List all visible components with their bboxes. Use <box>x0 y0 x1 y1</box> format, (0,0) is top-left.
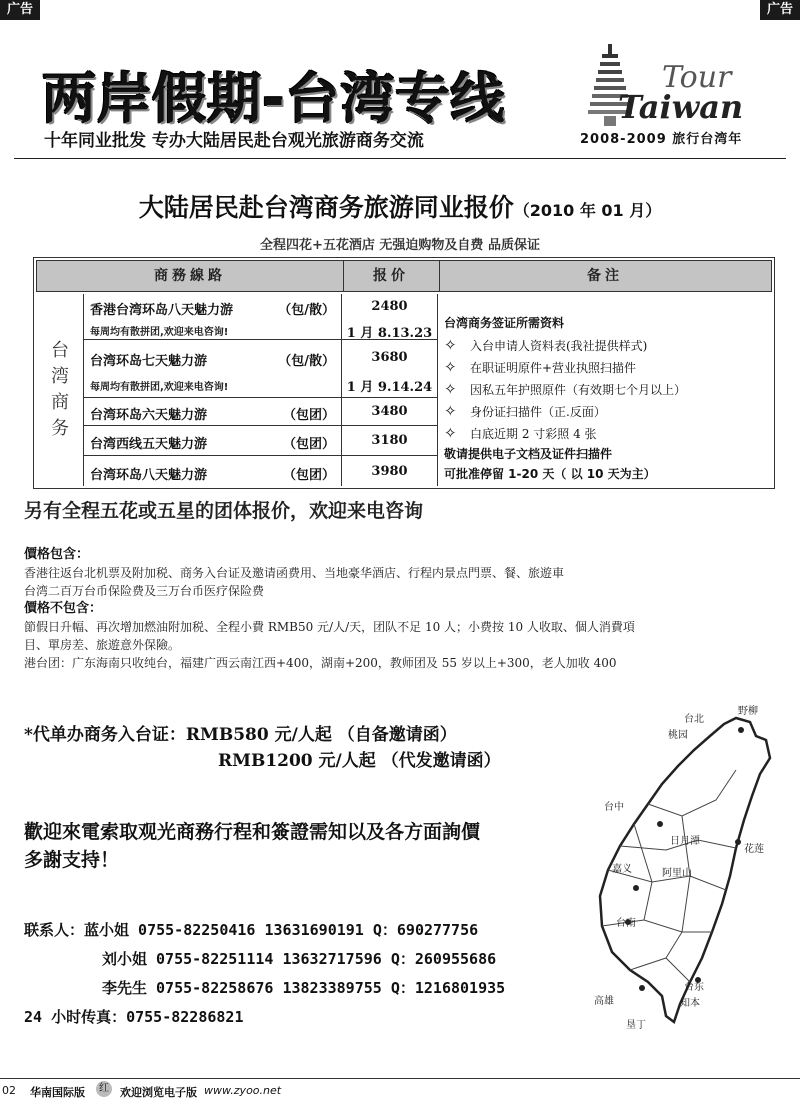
header-route: 商務線路 <box>37 261 344 291</box>
table-header <box>36 260 772 292</box>
contact-label: 联系人： <box>24 921 85 939</box>
contact-row <box>24 916 505 945</box>
star-bullet-icon: ✧ <box>444 358 457 376</box>
list-item <box>444 400 766 422</box>
route-name: 台湾环岛六天魅力游 <box>90 408 208 423</box>
map-label: 高雄 <box>594 996 614 1007</box>
contact-row <box>24 974 505 1003</box>
extra-offer: 另有全程五花或五星的团体报价，欢迎来电咨询 <box>24 500 424 522</box>
footer-welcome: 欢迎浏览电子版 <box>120 1086 197 1099</box>
banner-divider <box>14 158 786 159</box>
contact-person: 李先生 0755-82258676 13823389755 Q：1216801935 <box>102 979 506 997</box>
edition-name: 华南国际版 <box>30 1086 85 1099</box>
star-bullet-icon: ✧ <box>444 336 457 354</box>
table-row <box>84 294 342 340</box>
route-type: （包团） <box>282 437 335 452</box>
route-type: （包团） <box>282 468 335 483</box>
quote-date: （2010 年 01 月） <box>513 201 662 220</box>
map-label: 台东 <box>684 982 704 993</box>
table-row <box>84 456 342 486</box>
table-row <box>84 340 342 398</box>
banner <box>14 36 786 158</box>
tour-taiwan-logo <box>578 42 778 146</box>
departure-dates: 1 月 9.14.24 <box>346 380 433 395</box>
banner-title: 两岸假期-台湾专线 <box>42 67 506 130</box>
logo-taiwan-text: Taiwan <box>618 88 744 126</box>
star-bullet-icon: ✧ <box>444 424 457 442</box>
header-price: 报价 <box>343 261 440 291</box>
star-bullet-icon: ✧ <box>444 402 457 420</box>
price-cell <box>342 426 438 456</box>
note-text: 身份证扫描件（正.反面） <box>470 405 606 419</box>
price-value: 3480 <box>371 404 408 419</box>
notes-footer-2: 可批准停留 1-20 天（ 以 10 天为主） <box>444 467 656 481</box>
welcome-message <box>24 818 604 874</box>
table-row <box>84 398 342 426</box>
list-item <box>444 356 766 378</box>
page-footer <box>0 1078 800 1101</box>
ad-tag-right: 广告 <box>760 0 800 20</box>
map-label: 台南 <box>616 918 636 929</box>
contact-row <box>24 945 505 974</box>
route-type: （包/散） <box>278 303 335 318</box>
list-item <box>444 378 766 400</box>
price-cell <box>342 456 438 486</box>
agent-service-line1: *代单办商务入台证：RMB580 元/人起 （自备邀请函） <box>24 725 457 745</box>
map-label: 阿里山 <box>662 868 692 879</box>
page-number: 02 <box>2 1084 16 1097</box>
excludes-line: 港台团：广东海南只收纯台，福建广西云南江西+400，湖南+200，教师团及 55 岁以上+300，老人加收 400 <box>24 656 617 670</box>
price-cell <box>342 294 438 340</box>
side-label <box>37 294 84 486</box>
route-name: 台湾西线五天魅力游 <box>90 437 208 452</box>
quote-title-text: 大陆居民赴台湾商务旅游同业报价 <box>138 193 514 222</box>
contact-block <box>24 916 505 1032</box>
excludes-line: 目、單房差、旅遊意外保險。 <box>24 638 181 652</box>
list-item <box>444 334 766 356</box>
route-name: 香港台湾环岛八天魅力游 <box>90 303 234 318</box>
map-label: 花莲 <box>744 844 764 855</box>
notes-footer-1: 敬请提供电子文档及证件扫描件 <box>444 447 613 461</box>
quote-title <box>0 188 800 224</box>
note-text: 入台申请人资料表(我社提供样式) <box>470 339 648 353</box>
edition-badge-icon: 红 <box>96 1081 112 1097</box>
contact-person: 刘小姐 0755-82251114 13632717596 Q：260955686 <box>102 950 497 968</box>
star-bullet-icon: ✧ <box>444 380 457 398</box>
ad-tag-left: 广告 <box>0 0 40 20</box>
includes-line: 香港往返台北机票及附加税、商务入台证及邀请函费用、当地豪华酒店、行程内景点門票、餐、旅遊車 <box>24 566 565 580</box>
side-char: 台 <box>51 340 69 361</box>
header-note: 备注 <box>587 268 623 284</box>
route-note: 每周均有散拼团,欢迎来电咨询! <box>90 382 229 393</box>
welcome-line: 歡迎來電索取观光商務行程和簽證需知以及各方面詢價 <box>24 821 481 843</box>
departure-dates: 1 月 8.13.23 <box>346 326 433 341</box>
price-value: 3180 <box>371 433 408 448</box>
taiwan-map <box>586 700 786 1040</box>
side-char: 务 <box>51 418 69 439</box>
notes-heading: 台湾商务签证所需资料 <box>444 316 565 330</box>
excludes-heading: 價格不包含： <box>24 601 103 616</box>
note-text: 因私五年护照原件（有效期七个月以上） <box>470 383 687 397</box>
logo-tour-text: Tour <box>662 60 732 95</box>
price-value: 2480 <box>371 299 408 314</box>
route-type: （包团） <box>282 408 335 423</box>
agent-service-line2: RMB1200 元/人起 （代发邀请函） <box>218 751 501 771</box>
map-label: 台北 <box>684 714 704 725</box>
price-value: 3980 <box>371 464 408 479</box>
price-terms <box>24 546 784 672</box>
banner-subtitle: 十年同业批发 专办大陆居民赴台观光旅游商务交流 <box>44 131 424 151</box>
welcome-line: 多謝支持！ <box>24 849 120 871</box>
includes-line: 台湾二百万台币保险费及三万台币医疗保险费 <box>24 584 265 598</box>
visa-notes <box>444 314 766 484</box>
note-text: 在职证明原件+营业执照扫描件 <box>470 361 637 375</box>
fax-line: 24 小时传真：0755-82286821 <box>24 1008 244 1026</box>
route-name: 台湾环岛七天魅力游 <box>90 354 208 369</box>
route-name: 台湾环岛八天魅力游 <box>90 468 208 483</box>
map-label: 桃园 <box>668 730 688 741</box>
footer-url[interactable]: www.zyoo.net <box>204 1084 282 1097</box>
logo-years: 2008-2009 旅行台湾年 <box>580 132 743 147</box>
list-item <box>444 422 766 444</box>
contact-person: 蓝小姐 0755-82250416 13631690191 Q：690277756 <box>84 921 479 939</box>
includes-heading: 價格包含： <box>24 547 90 562</box>
map-label: 台中 <box>604 802 624 813</box>
price-table <box>33 257 775 489</box>
price-cell <box>342 340 438 398</box>
route-type: （包/散） <box>278 354 335 369</box>
route-note: 每周均有散拼团,欢迎来电咨询! <box>90 327 229 338</box>
map-label: 知本 <box>680 998 700 1009</box>
note-text: 白底近期 2 寸彩照 4 张 <box>470 427 597 441</box>
table-row <box>84 426 342 456</box>
map-label: 嘉义 <box>612 864 632 875</box>
price-value: 3680 <box>371 350 408 365</box>
price-cell <box>342 398 438 426</box>
excludes-line: 節假日升幅、再次增加燃油附加税、全程小費 RMB50 元/人/天，团队不足 10 人；小费按 10 人收取、個人消費項 <box>24 620 635 634</box>
side-char: 湾 <box>51 366 69 387</box>
map-label: 野柳 <box>738 706 758 717</box>
quote-subtitle: 全程四花+五花酒店 无强迫购物及自费 品质保证 <box>260 238 540 253</box>
map-label: 日月潭 <box>670 836 700 847</box>
side-char: 商 <box>51 392 69 413</box>
map-label: 垦丁 <box>626 1020 646 1031</box>
